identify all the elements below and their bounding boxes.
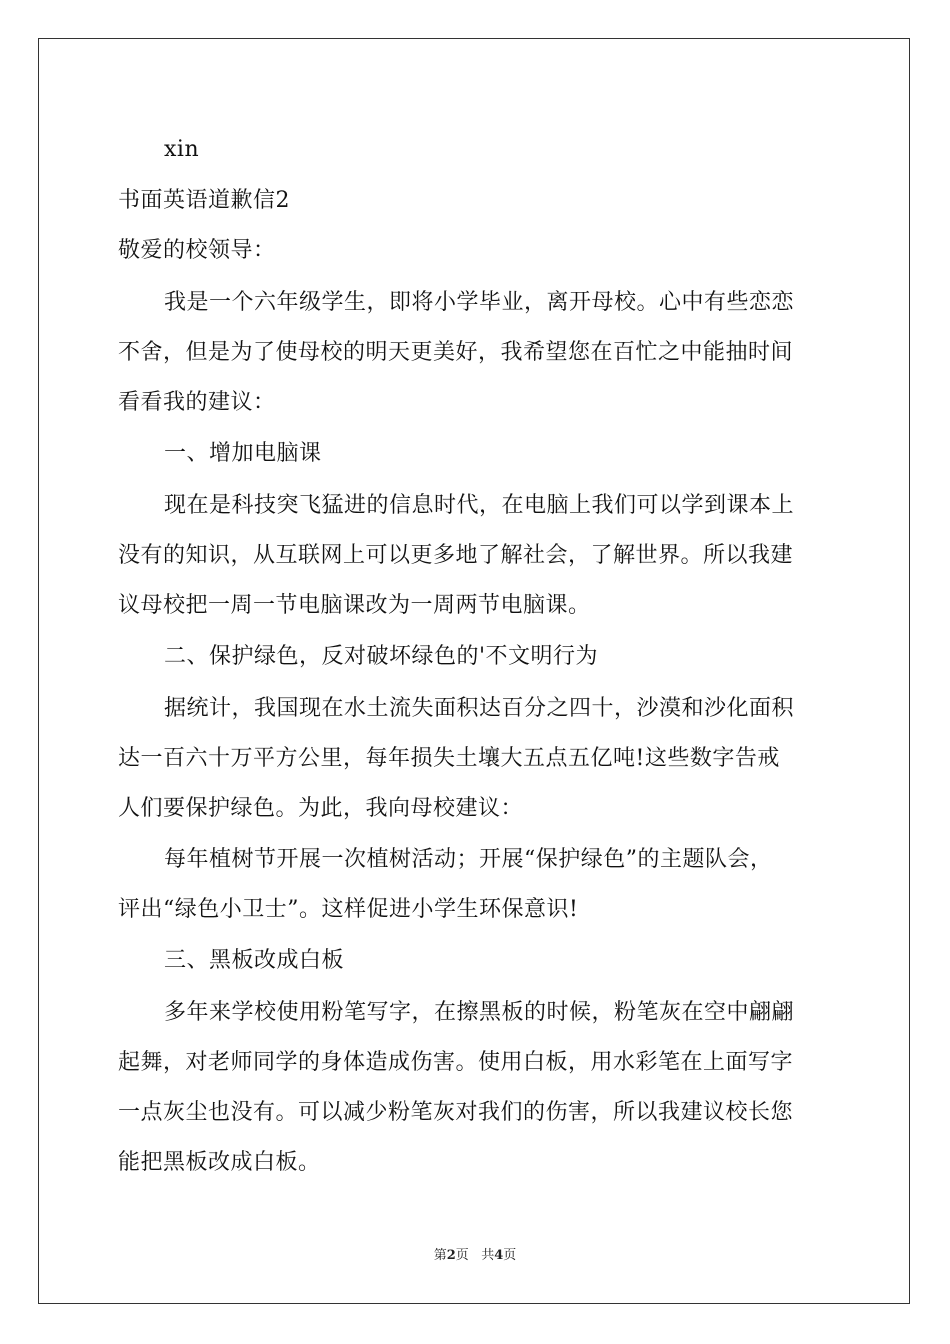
paragraph-line: 达一百六十万平方公里，每年损失土壤大五点五亿吨!这些数字告戒 xyxy=(118,746,780,771)
paragraph-line: 议母校把一周一节电脑课改为一周两节电脑课。 xyxy=(118,593,591,618)
paragraph-line: 看看我的建议： xyxy=(118,390,276,415)
page-suffix: 页 xyxy=(455,1248,469,1263)
paragraph-line: 能把黑板改成白板。 xyxy=(118,1150,321,1175)
section-heading: 三、黑板改成白板 xyxy=(164,948,345,973)
document-title: 书面英语道歉信2 xyxy=(118,188,290,213)
page-prefix: 第 xyxy=(433,1248,447,1263)
paragraph-line: 没有的知识，从互联网上可以更多地了解社会，了解世界。所以我建 xyxy=(118,543,794,568)
section-heading: 一、增加电脑课 xyxy=(164,441,322,466)
page-footer xyxy=(0,1244,950,1263)
total-prefix: 共 xyxy=(481,1248,495,1263)
paragraph-line: 不舍，但是为了使母校的明天更美好，我希望您在百忙之中能抽时间 xyxy=(118,340,794,365)
paragraph-line: 多年来学校使用粉笔写字，在擦黑板的时候，粉笔灰在空中翩翩 xyxy=(164,1000,795,1025)
paragraph-line: 现在是科技突飞猛进的信息时代，在电脑上我们可以学到课本上 xyxy=(164,493,795,518)
paragraph-line: 每年植树节开展一次植树活动；开展“保护绿色”的主题队会， xyxy=(164,847,773,872)
paragraph-line: 人们要保护绿色。为此，我向母校建议： xyxy=(118,796,524,821)
section-heading: 二、保护绿色，反对破坏绿色的'不文明行为 xyxy=(164,644,599,669)
heading-fragment: xin xyxy=(164,137,200,162)
paragraph-line: 据统计，我国现在水土流失面积达百分之四十，沙漠和沙化面积 xyxy=(164,696,795,721)
page-number: 2 xyxy=(446,1248,456,1263)
salutation: 敬爱的校领导： xyxy=(118,238,276,263)
total-pages: 4 xyxy=(494,1248,504,1263)
total-suffix: 页 xyxy=(503,1248,517,1263)
paragraph-line: 我是一个六年级学生，即将小学毕业，离开母校。心中有些恋恋 xyxy=(164,290,795,315)
paragraph-line: 起舞，对老师同学的身体造成伤害。使用白板，用水彩笔在上面写字 xyxy=(118,1050,794,1075)
paragraph-line: 评出“绿色小卫士”。这样促进小学生环保意识! xyxy=(118,897,579,922)
paragraph-line: 一点灰尘也没有。可以减少粉笔灰对我们的伤害，所以我建议校长您 xyxy=(118,1100,794,1125)
